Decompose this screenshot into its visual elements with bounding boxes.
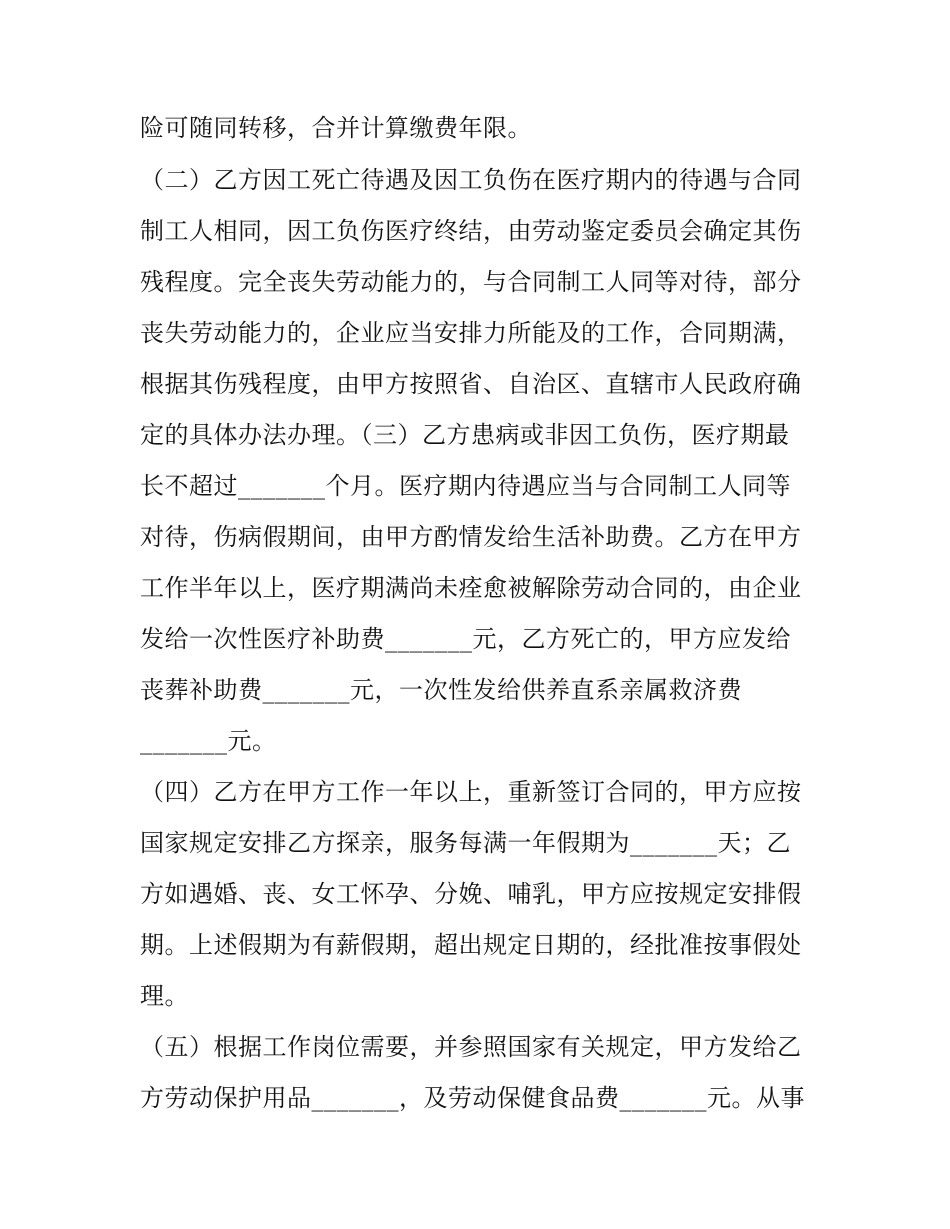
text-line: （二）乙方因工死亡待遇及因工负伤在医疗期内的待遇与合同 <box>140 166 802 194</box>
text-line: 工作半年以上，医疗期满尚未痊愈被解除劳动合同的，由企业 <box>140 574 802 602</box>
text-line: 理。 <box>140 982 189 1010</box>
text-line: 残程度。完全丧失劳动能力的，与合同制工人同等对待，部分 <box>140 268 802 296</box>
text-line: 方劳动保护用品_______，及劳动保健食品费_______元。从事 <box>140 1084 805 1112</box>
text-line: 发给一次性医疗补助费_______元，乙方死亡的，甲方应发给 <box>140 625 791 653</box>
text-line: 方如遇婚、丧、女工怀孕、分娩、哺乳，甲方应按规定安排假 <box>140 880 802 908</box>
text-line: _______元。 <box>140 727 277 755</box>
text-line: （五）根据工作岗位需要，并参照国家有关规定，甲方发给乙 <box>140 1033 802 1061</box>
text-line: 丧葬补助费_______元，一次性发给供养直系亲属救济费 <box>140 676 742 704</box>
text-line: 丧失劳动能力的，企业应当安排力所能及的工作，合同期满， <box>140 319 802 347</box>
text-line: 期。上述假期为有薪假期，超出规定日期的，经批准按事假处 <box>140 931 802 959</box>
text-line: 根据其伤残程度，由甲方按照省、自治区、直辖市人民政府确 <box>140 370 802 398</box>
text-line: 制工人相同，因工负伤医疗终结，由劳动鉴定委员会确定其伤 <box>140 217 802 245</box>
text-line: （四）乙方在甲方工作一年以上，重新签订合同的，甲方应按 <box>140 778 802 806</box>
text-line: 险可随同转移，合并计算缴费年限。 <box>140 114 532 142</box>
text-line: 对待，伤病假期间，由甲方酌情发给生活补助费。乙方在甲方 <box>140 523 802 551</box>
text-line: 国家规定安排乙方探亲，服务每满一年假期为_______天；乙 <box>140 829 791 857</box>
text-line: 定的具体办法办理。（三）乙方患病或非因工负伤，医疗期最 <box>140 421 790 449</box>
text-line: 长不超过_______个月。医疗期内待遇应当与合同制工人同等 <box>140 472 791 500</box>
